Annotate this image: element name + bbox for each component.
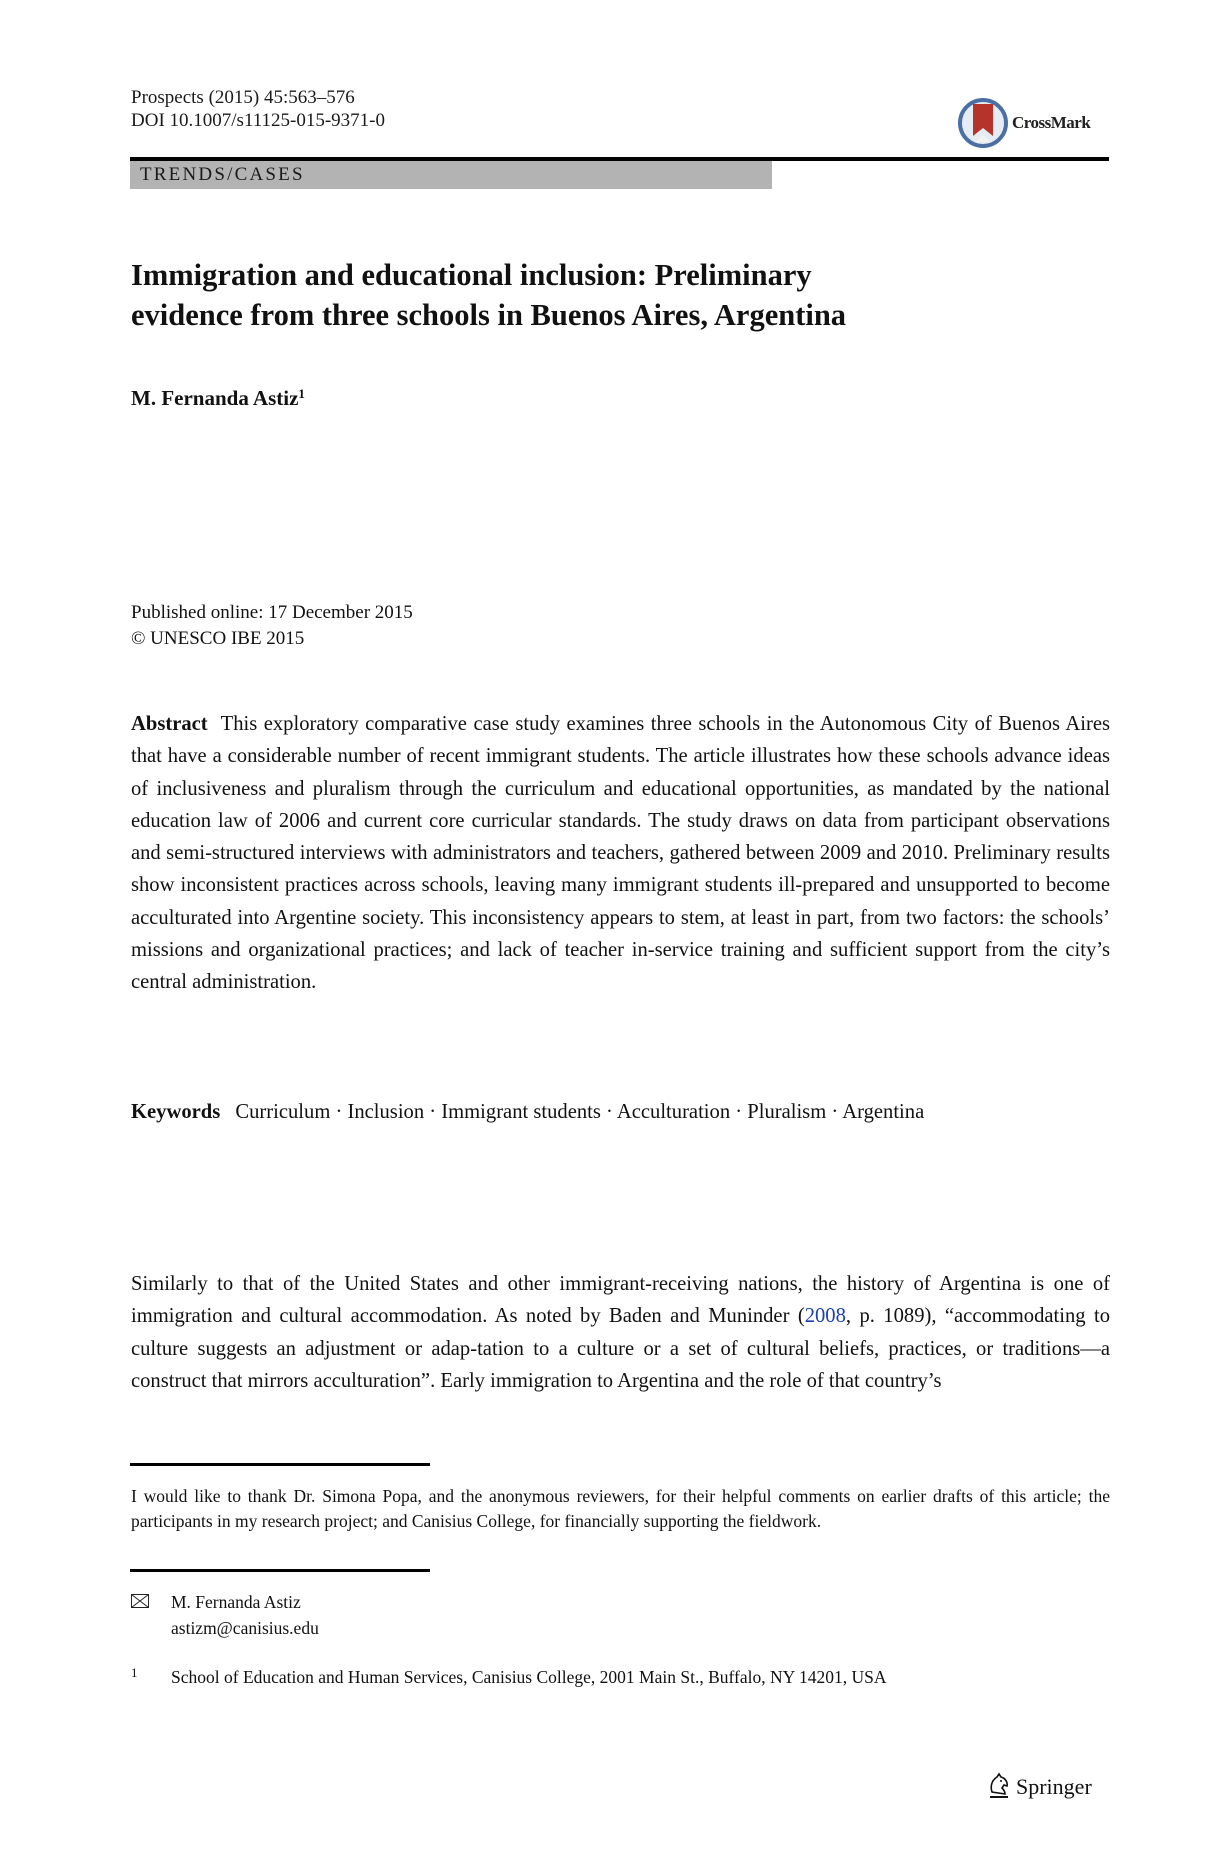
contact-email[interactable]: astizm@canisius.edu [171, 1618, 319, 1638]
crossmark-icon [958, 96, 1008, 150]
copyright: © UNESCO IBE 2015 [131, 628, 305, 649]
contact-rule [130, 1569, 430, 1572]
footnote-rule [130, 1463, 430, 1466]
abstract-label: Abstract [131, 713, 208, 735]
contact-name: M. Fernanda Astiz [171, 1592, 301, 1612]
title-line-2: evidence from three schools in Buenos Aires, Argentina [131, 298, 847, 332]
author-text: M. Fernanda Astiz [131, 386, 299, 410]
keywords [131, 1096, 1091, 1128]
affiliation-marker[interactable]: 1 [298, 386, 305, 401]
citation-link[interactable]: 2008 [804, 1305, 846, 1328]
doi[interactable]: DOI 10.1007/s11125-015-9371-0 [131, 110, 386, 131]
journal-citation: Prospects (2015) 45:563–576 [131, 87, 355, 108]
body-paragraph [131, 1268, 1110, 1397]
published-date: Published online: 17 December 2015 [131, 602, 413, 623]
envelope-icon [131, 1594, 149, 1608]
springer-horse-icon [986, 1772, 1012, 1802]
springer-logo [986, 1772, 1092, 1802]
crossmark-label: CrossMark [1012, 113, 1091, 132]
contact-block [131, 1589, 319, 1641]
abstract-text: This exploratory comparative case study examines three schools in the Autonomous City of Buenos Aires that have a considerable number of recent immigrant students. The article illustrates how these schools advance ideas of inclusiveness and pluralism through the curriculum and educational opportunities, as mandated by the national education law of 2006 and current core curricular standards. The study draws on data from participant observations and semi-structured interviews with administrators and teachers, gathered between 2009 and 2010. Preliminary results show inconsistent practices across schools, leaving many immigrant students ill-prepared and unsupported to become acculturated into Argentine society. This inconsistency appears to stem, at least in part, from two factors: the schools’ missions and organizational practices; and lack of teacher in-service training and sufficient support from the city’s central administration. [131, 713, 1110, 994]
abstract [131, 708, 1110, 999]
springer-label: Springer [1016, 1774, 1092, 1799]
body-text-2: , p. 1089), “accommodating to culture suggests an adjustment or adap-tation to a culture or a set of cultural beliefs, practices, or traditions—a construct that mirrors acculturation”. Early immigration to Argentina and the role of that country’s [131, 1305, 1110, 1392]
crossmark-badge[interactable] [958, 94, 1094, 152]
publication-info [131, 600, 413, 652]
keywords-label: Keywords [131, 1101, 221, 1123]
section-label: TRENDS/CASES [140, 164, 305, 185]
keywords-list: Curriculum · Inclusion · Immigrant students · Acculturation · Pluralism · Argentina [235, 1101, 925, 1123]
affiliation-footnote [131, 1664, 1110, 1690]
author-name [131, 385, 305, 411]
body-text-1: Similarly to that of the United States and other immigrant-receiving nations, the history of Argentina is one of immigration and cultural accommodation. As noted by Baden and Muninder ( [131, 1273, 1110, 1328]
title-line-1: Immigration and educational inclusion: Preliminary [131, 258, 812, 292]
affiliation-number: 1 [131, 1665, 138, 1680]
article-title [131, 255, 1110, 335]
affiliation-text: School of Education and Human Services, Canisius College, 2001 Main St., Buffalo, NY 14201, USA [171, 1667, 887, 1687]
acknowledgment-footnote: I would like to thank Dr. Simona Popa, and the anonymous reviewers, for their helpful comments on earlier drafts of this article; the participants in my research project; and Canisius College, for financially supporting the fieldwork. [131, 1486, 1110, 1531]
